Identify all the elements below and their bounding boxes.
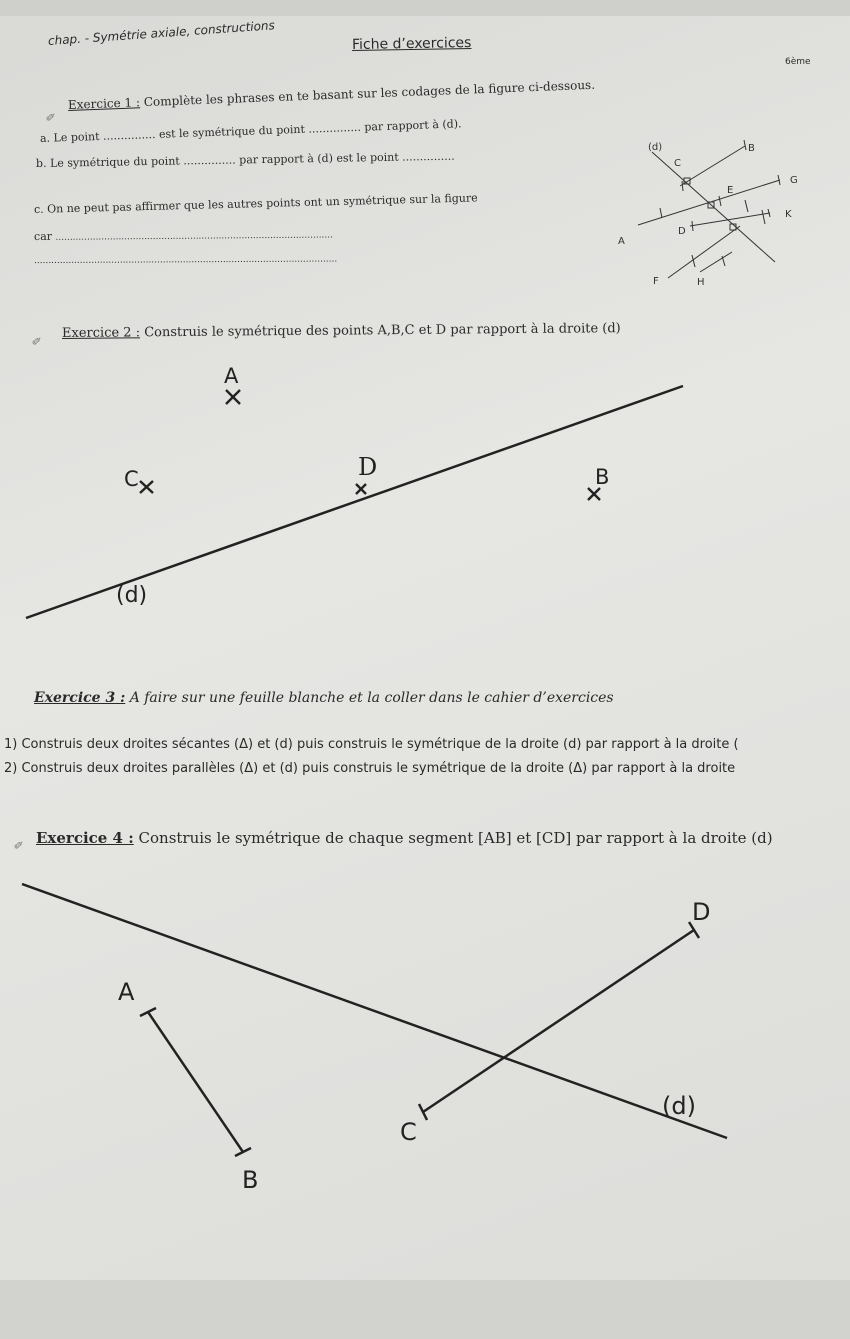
line-a-text3: par rapport à (d). xyxy=(364,117,462,134)
exercise1-point-f: F xyxy=(653,276,659,287)
exercise1-point-g: G xyxy=(790,175,798,186)
mark-f xyxy=(692,255,695,267)
tick-b xyxy=(744,140,746,150)
line-a-blank1[interactable]: ............... xyxy=(102,127,156,143)
tick-c xyxy=(419,1104,427,1120)
answer-blank-1[interactable]: ................................................................................................. xyxy=(55,230,334,243)
exercise4-label-d: (d) xyxy=(662,1092,696,1120)
tick-c xyxy=(682,181,683,191)
pencil-icon: ✏ xyxy=(28,332,46,350)
car-label: car xyxy=(33,229,53,243)
exercise3-item-1: 1) Construis deux droites sécantes (Δ) et (d) puis construis le symétrique de la droite (d) par rapport à la droite ( xyxy=(4,737,739,752)
tick-b xyxy=(235,1148,251,1156)
exercise1-figure xyxy=(638,140,780,278)
exercise2-label: Exercice 2 : xyxy=(61,325,141,341)
exercise1-instruction: Complète les phrases en te basant sur les codages de la figure ci-dessous. xyxy=(143,77,596,110)
answer-blank-2[interactable]: .......................................................................................................... xyxy=(33,254,338,266)
mark-k xyxy=(762,210,765,224)
grade-level: 6ème xyxy=(785,57,811,67)
segment-h xyxy=(700,252,732,272)
exercise4-line-d xyxy=(22,884,727,1138)
exercise2-label-d: (d) xyxy=(116,583,148,608)
exercise3-label: Exercice 3 : xyxy=(34,690,126,706)
tick-e xyxy=(719,196,721,206)
chapter-title: chap. - Symétrie axiale, constructions xyxy=(47,18,276,48)
exercise1-point-e: E xyxy=(727,185,734,196)
exercise4-point-a: A xyxy=(118,978,135,1006)
line-a-text2: est le symétrique du point xyxy=(158,122,306,141)
mark-g xyxy=(745,200,748,212)
tick-1 xyxy=(660,208,662,218)
line-b-blank2[interactable]: ............... xyxy=(402,149,455,164)
exercise1-label-d: (d) xyxy=(648,142,663,153)
page-bottom-edge xyxy=(0,1280,850,1339)
exercise4-point-c: C xyxy=(400,1118,417,1146)
segment-ab xyxy=(148,1012,243,1152)
exercise4-instruction: Construis le symétrique de chaque segment [AB] et [CD] par rapport à la droite (d) xyxy=(138,829,773,847)
exercise1-line-c: c. On ne peut pas affirmer que les autres points ont un symétrique sur la figure xyxy=(33,191,478,216)
pencil-icon: ✏ xyxy=(10,836,28,854)
line-b-blank1[interactable]: ............... xyxy=(183,153,236,168)
exercise3-instruction: A faire sur une feuille blanche et la coller dans le cahier d’exercices xyxy=(129,690,614,706)
exercise4-point-b: B xyxy=(242,1166,259,1194)
exercise2-point-d: D xyxy=(358,453,378,481)
exercise2-point-b: B xyxy=(595,465,610,489)
line-b-text1: b. Le symétrique du point xyxy=(35,154,180,170)
exercise2-point-a: A xyxy=(224,364,239,388)
exercise2-point-c: C xyxy=(124,467,139,491)
exercise1-label: Exercice 1 : xyxy=(67,95,141,112)
line-b-text2: par rapport à (d) est le point xyxy=(239,150,399,167)
exercise3-item-2: 2) Construis deux droites parallèles (Δ) et (d) puis construis le symétrique de la droite (Δ) par rapport à la droite xyxy=(4,761,736,776)
line-a-blank2[interactable]: ............... xyxy=(308,120,362,136)
exercise1-point-c: C xyxy=(674,158,681,169)
exercise1-point-k: K xyxy=(785,209,792,220)
pencil-icon: ✏ xyxy=(42,108,60,126)
exercise4-label: Exercice 4 : xyxy=(36,829,134,847)
line-a-text1: a. Le point xyxy=(39,129,100,145)
segment-cd xyxy=(423,930,694,1112)
exercise1-point-h: H xyxy=(697,277,705,288)
tick-d xyxy=(692,221,693,231)
exercise2-instruction: Construis le symétrique des points A,B,C et D par rapport à la droite (d) xyxy=(144,321,621,341)
exercise1-point-d: D xyxy=(678,226,686,237)
exercise4-figure xyxy=(22,884,727,1156)
worksheet-title: Fiche d’exercices xyxy=(351,34,472,54)
exercise1-point-a: A xyxy=(618,236,625,247)
tick-a xyxy=(140,1008,156,1016)
exercise1-point-b: B xyxy=(748,143,755,154)
exercise4-point-d: D xyxy=(692,898,711,926)
